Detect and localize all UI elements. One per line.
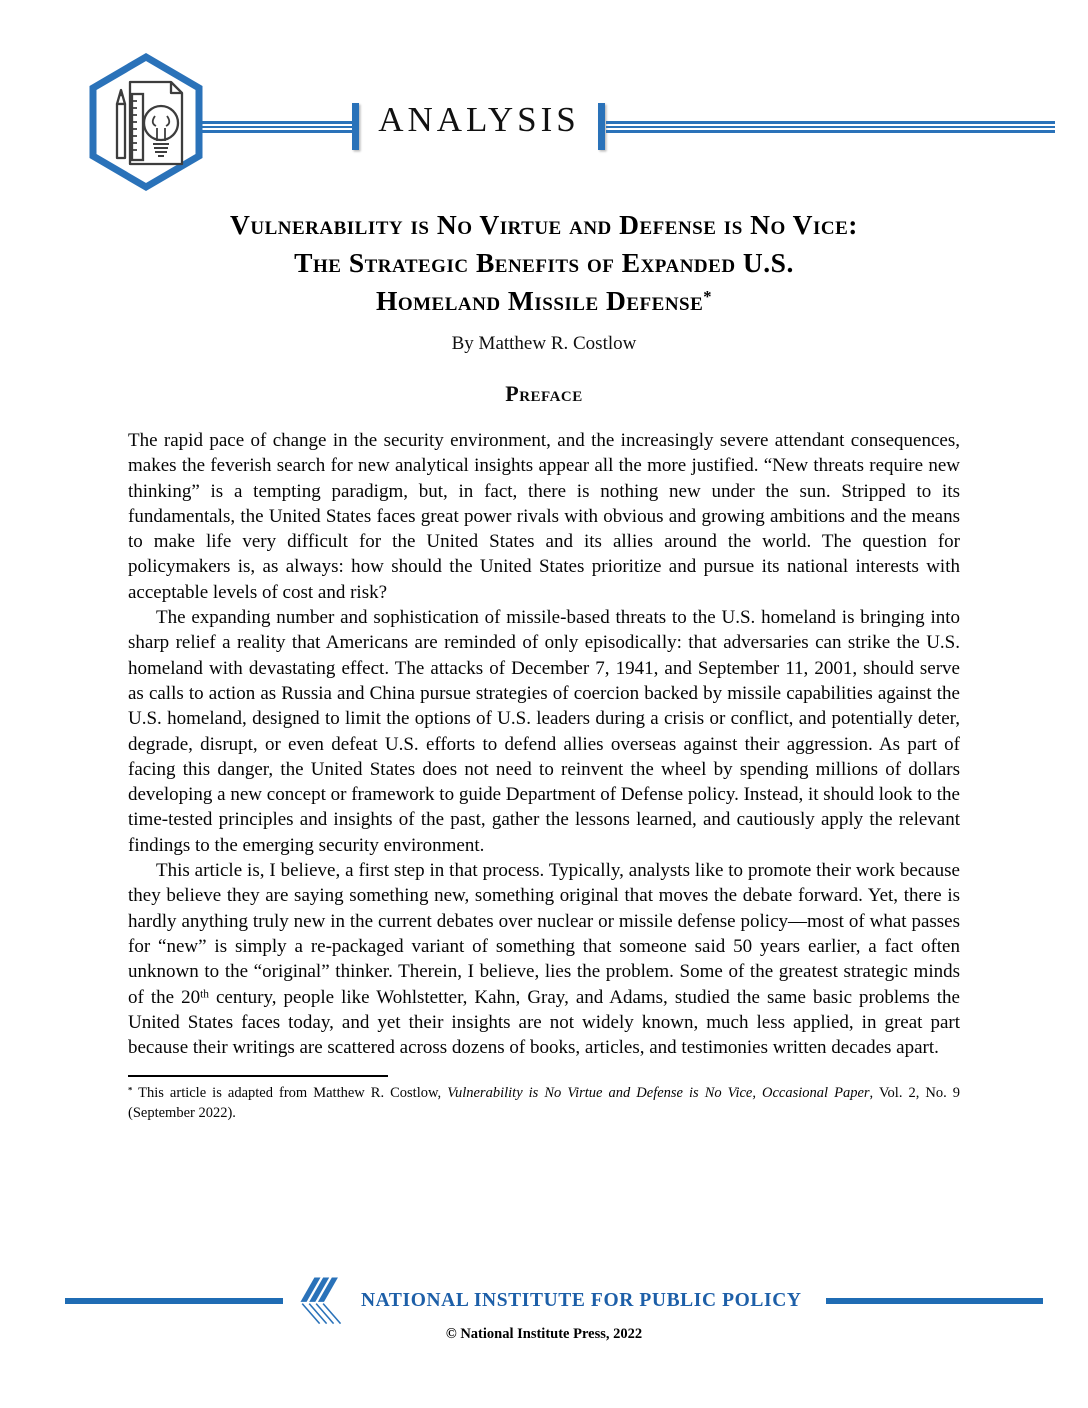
preface-text bbox=[0, 428, 1088, 1060]
masthead-right-bar bbox=[598, 103, 605, 150]
paragraph-2: The expanding number and sophistication of missile-based threats to the U.S. homeland is bringing into sharp relief a reality that Americans are reminded of only episodically: that adversaries can strike the U.S. homeland with devastating effect. The attacks of December 7, 1941, and September 11, 2001, should serve as calls to action as Russia and China pursue strategies of coercion backed by missile capabilities against the U.S. homeland, designed to limit the options of U.S. leaders during a crisis or conflict, and potentially deter, degrade, disrupt, or even defeat U.S. efforts to defend allies overseas against their aggression. As part of facing this danger, the United States does not need to reinvent the wheel by spending millions of dollars developing a new concept or framework to guide Department of Defense policy. Instead, it should look to the time-tested principles and insights of the past, gather the lessons learned, and cautiously apply the relevant findings to the emerging security environment. bbox=[128, 607, 960, 856]
analysis-hexagon-logo-icon bbox=[86, 52, 206, 192]
footer-org-name: NATIONAL INSTITUTE FOR PUBLIC POLICY bbox=[361, 1290, 802, 1311]
masthead bbox=[0, 0, 1088, 200]
masthead-right-lines bbox=[606, 121, 1055, 133]
footer-left-bar bbox=[65, 1298, 283, 1304]
pencil-icon bbox=[117, 90, 125, 158]
title-line-1: Vulnerability is No Virtue and Defense is No Vice: bbox=[230, 209, 858, 240]
article-title bbox=[0, 206, 1088, 320]
copyright-line: © National Institute Press, 2022 bbox=[445, 1326, 643, 1342]
nipp-logo-icon bbox=[297, 1272, 351, 1330]
footer-row bbox=[0, 1272, 1088, 1330]
footnote-divider bbox=[128, 1075, 388, 1077]
paragraph-1: The rapid pace of change in the security environment, and the increasingly severe attendant consequences, makes the feverish search for new analytical insights appear all the more justified. “New threats require new thinking” is a tempting paradigm, but, in fact, there is nothing new under the sun. Stripped to its fundamentals, the United States faces great power rivals with obvious and growing ambitions and the means to make life very difficult for the United States and its allies around the world. The question for policymakers is, as always: how should the United States prioritize and pursue its national interests with acceptable levels of cost and risk? bbox=[128, 430, 960, 603]
masthead-left-lines bbox=[201, 121, 353, 133]
ruler-icon bbox=[132, 94, 143, 160]
footnote: * This article is adapted from Matthew R. Costlow, Vulnerability is No Virtue and Defense is No Vice, Occasional Paper, Vol. 2, No. 9 (September 2022). bbox=[128, 1085, 961, 1121]
article-body bbox=[0, 206, 1088, 1123]
title-line-2: The Strategic Benefits of Expanded U.S. bbox=[294, 247, 794, 278]
footer-right-bar bbox=[826, 1298, 1043, 1304]
section-heading-preface: Preface bbox=[505, 381, 583, 406]
paragraph-3: This article is, I believe, a first step in that process. Typically, analysts like to promote their work because they believe they are saying something new, something original that moves the debate forward. Yet, there is hardly anything truly new in the current debates over nuclear or missile defense policy—most of what passes for “new” is simply a re-packaged variant of something that someone said 50 years earlier, a fact often unknown to the “original” thinker. Therein, I believe, lies the problem. Some of the greatest strategic minds of the 20th century, people like Wohlstetter, Kahn, Gray, and Adams, studied the same basic problems the United States faces today, and yet their insights are not widely known, much less applied, in great part because their writings are scattered across dozens of books, articles, and testimonies written decades apart. bbox=[128, 860, 960, 1059]
byline: By Matthew R. Costlow bbox=[451, 333, 637, 354]
masthead-title: ANALYSIS bbox=[378, 100, 580, 139]
masthead-left-bar bbox=[352, 103, 359, 150]
title-line-3: Homeland Missile Defense* bbox=[375, 285, 713, 316]
